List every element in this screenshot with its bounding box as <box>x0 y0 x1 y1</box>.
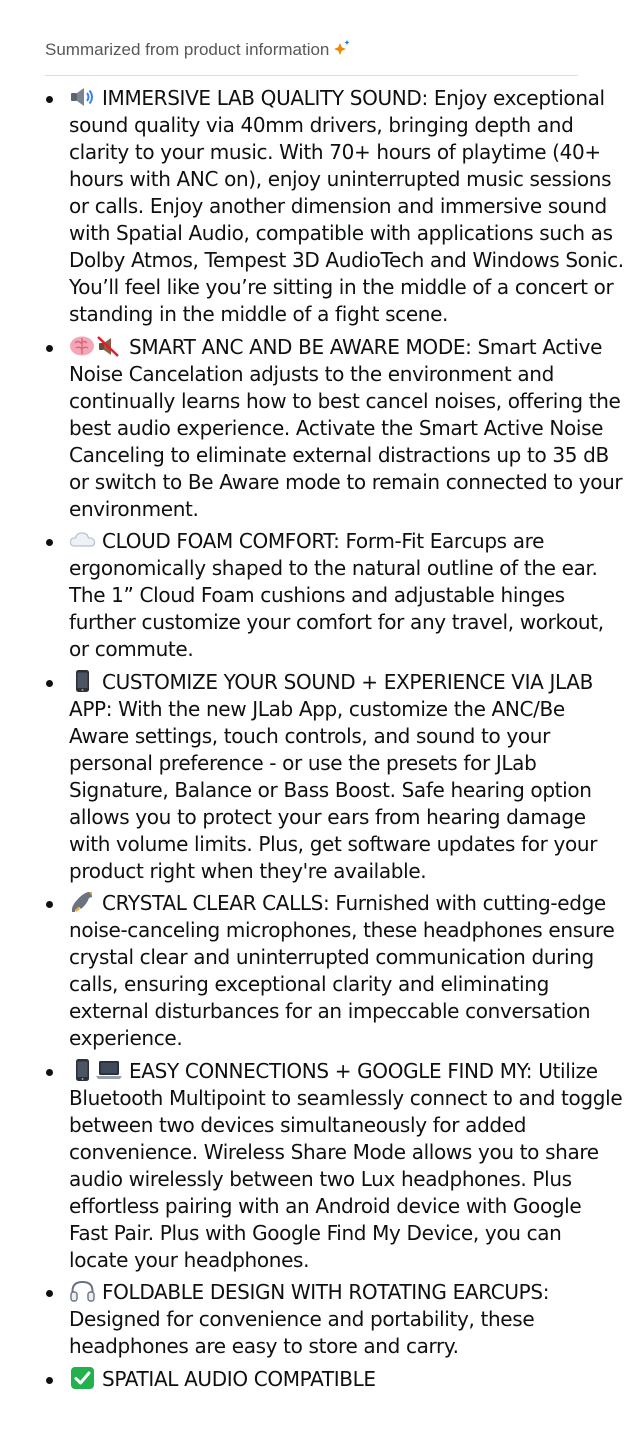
feature-bullet-design <box>0 1279 644 1360</box>
summary-header-title: Summarized from product information <box>45 40 330 59</box>
bullet-dot <box>46 1377 53 1384</box>
speaker-icon <box>69 86 96 108</box>
feature-bullet-calls <box>0 890 644 1052</box>
bullet-dot <box>46 680 53 687</box>
feature-bullet-spatial <box>0 1366 644 1393</box>
feature-bullet-connections <box>0 1058 644 1274</box>
feature-text-anc: SMART ANC AND BE AWARE MODE: Smart Active Noise Cancelation adjusts to the environment and continually learns how to best cancel noises, offering the best audio experience. Activate the Smart Active Noise Canceling to eliminate external distractions up to 35 dB or switch to Be Aware mode to remain connected to your environment. <box>69 334 623 521</box>
summary-header-label <box>45 39 352 60</box>
feature-bullet-anc <box>0 334 644 523</box>
telephone-receiver-icon <box>69 891 96 913</box>
bullet-dot <box>46 1290 53 1297</box>
bullet-dot <box>46 1069 53 1076</box>
feature-text-spatial: SPATIAL AUDIO COMPATIBLE <box>102 1366 376 1391</box>
feature-bullet-list <box>0 85 644 1398</box>
feature-text-connections: EASY CONNECTIONS + GOOGLE FIND MY: Utilize Bluetooth Multipoint to seamlessly connect to and toggle between two devices simultaneously for added convenience. Wireless Share Mode allows you to share audio wirelessly between two Lux headphones. Plus effortless pairing with an Android device with Google Fast Pair. Plus with Google Find My Device, you can locate your headphones. <box>69 1058 623 1272</box>
headphone-icon <box>69 1280 96 1302</box>
cloud-icon <box>69 529 96 551</box>
bullet-dot <box>46 539 53 546</box>
feature-text-design: FOLDABLE DESIGN WITH ROTATING EARCUPS: Designed for convenience and portability, these headphones are easy to store and carry. <box>69 1280 550 1358</box>
feature-bullet-sound <box>0 85 644 328</box>
bullet-dot <box>46 345 53 352</box>
feature-text-calls: CRYSTAL CLEAR CALLS: Furnished with cutting-edge noise-canceling microphones, these headphones ensure crystal clear and uninterrupted communication during calls, ensuring exceptional clarity and eliminating external disturbances for an impeccable conversation experience. <box>69 891 615 1050</box>
feature-bullet-comfort <box>0 528 644 663</box>
bullet-dot <box>46 901 53 908</box>
feature-text-app: CUSTOMIZE YOUR SOUND + EXPERIENCE VIA JLAB APP: With the new JLab App, customize the ANC/Be Aware settings, touch controls, and sound to your personal preference - or use the presets for JLab Signature, Balance or Bass Boost. Safe hearing option allows you to protect your ears from hearing damage with volume limits. Plus, get software updates for your product right when they're available. <box>69 669 598 883</box>
brain-muted-speaker-icon <box>69 335 123 357</box>
feature-bullet-app <box>0 669 644 885</box>
check-mark-button-icon <box>69 1367 96 1389</box>
bullet-dot <box>46 96 53 103</box>
sparkle-icon <box>332 39 352 57</box>
feature-text-sound: IMMERSIVE LAB QUALITY SOUND: Enjoy exceptional sound quality via 40mm drivers, bringing depth and clarity to your music. With 70+ hours of playtime (40+ hours with ANC on), enjoy uninterrupted music sessions or calls. Enjoy another dimension and immersive sound with Spatial Audio, compatible with applications such as Dolby Atmos, Tempest 3D AudioTech and Windows Sonic. You’ll feel like you’re sitting in the middle of a concert or standing in the middle of a fight scene. <box>69 86 624 326</box>
mobile-phone-icon <box>69 670 96 692</box>
feature-text-comfort: CLOUD FOAM COMFORT: Form-Fit Earcups are ergonomically shaped to the natural outline of the ear. The 1” Cloud Foam cushions and adjustable hinges further customize your comfort for any travel, workout, or commute. <box>69 529 604 661</box>
phone-laptop-icon <box>69 1059 123 1081</box>
summary-header <box>45 36 578 76</box>
